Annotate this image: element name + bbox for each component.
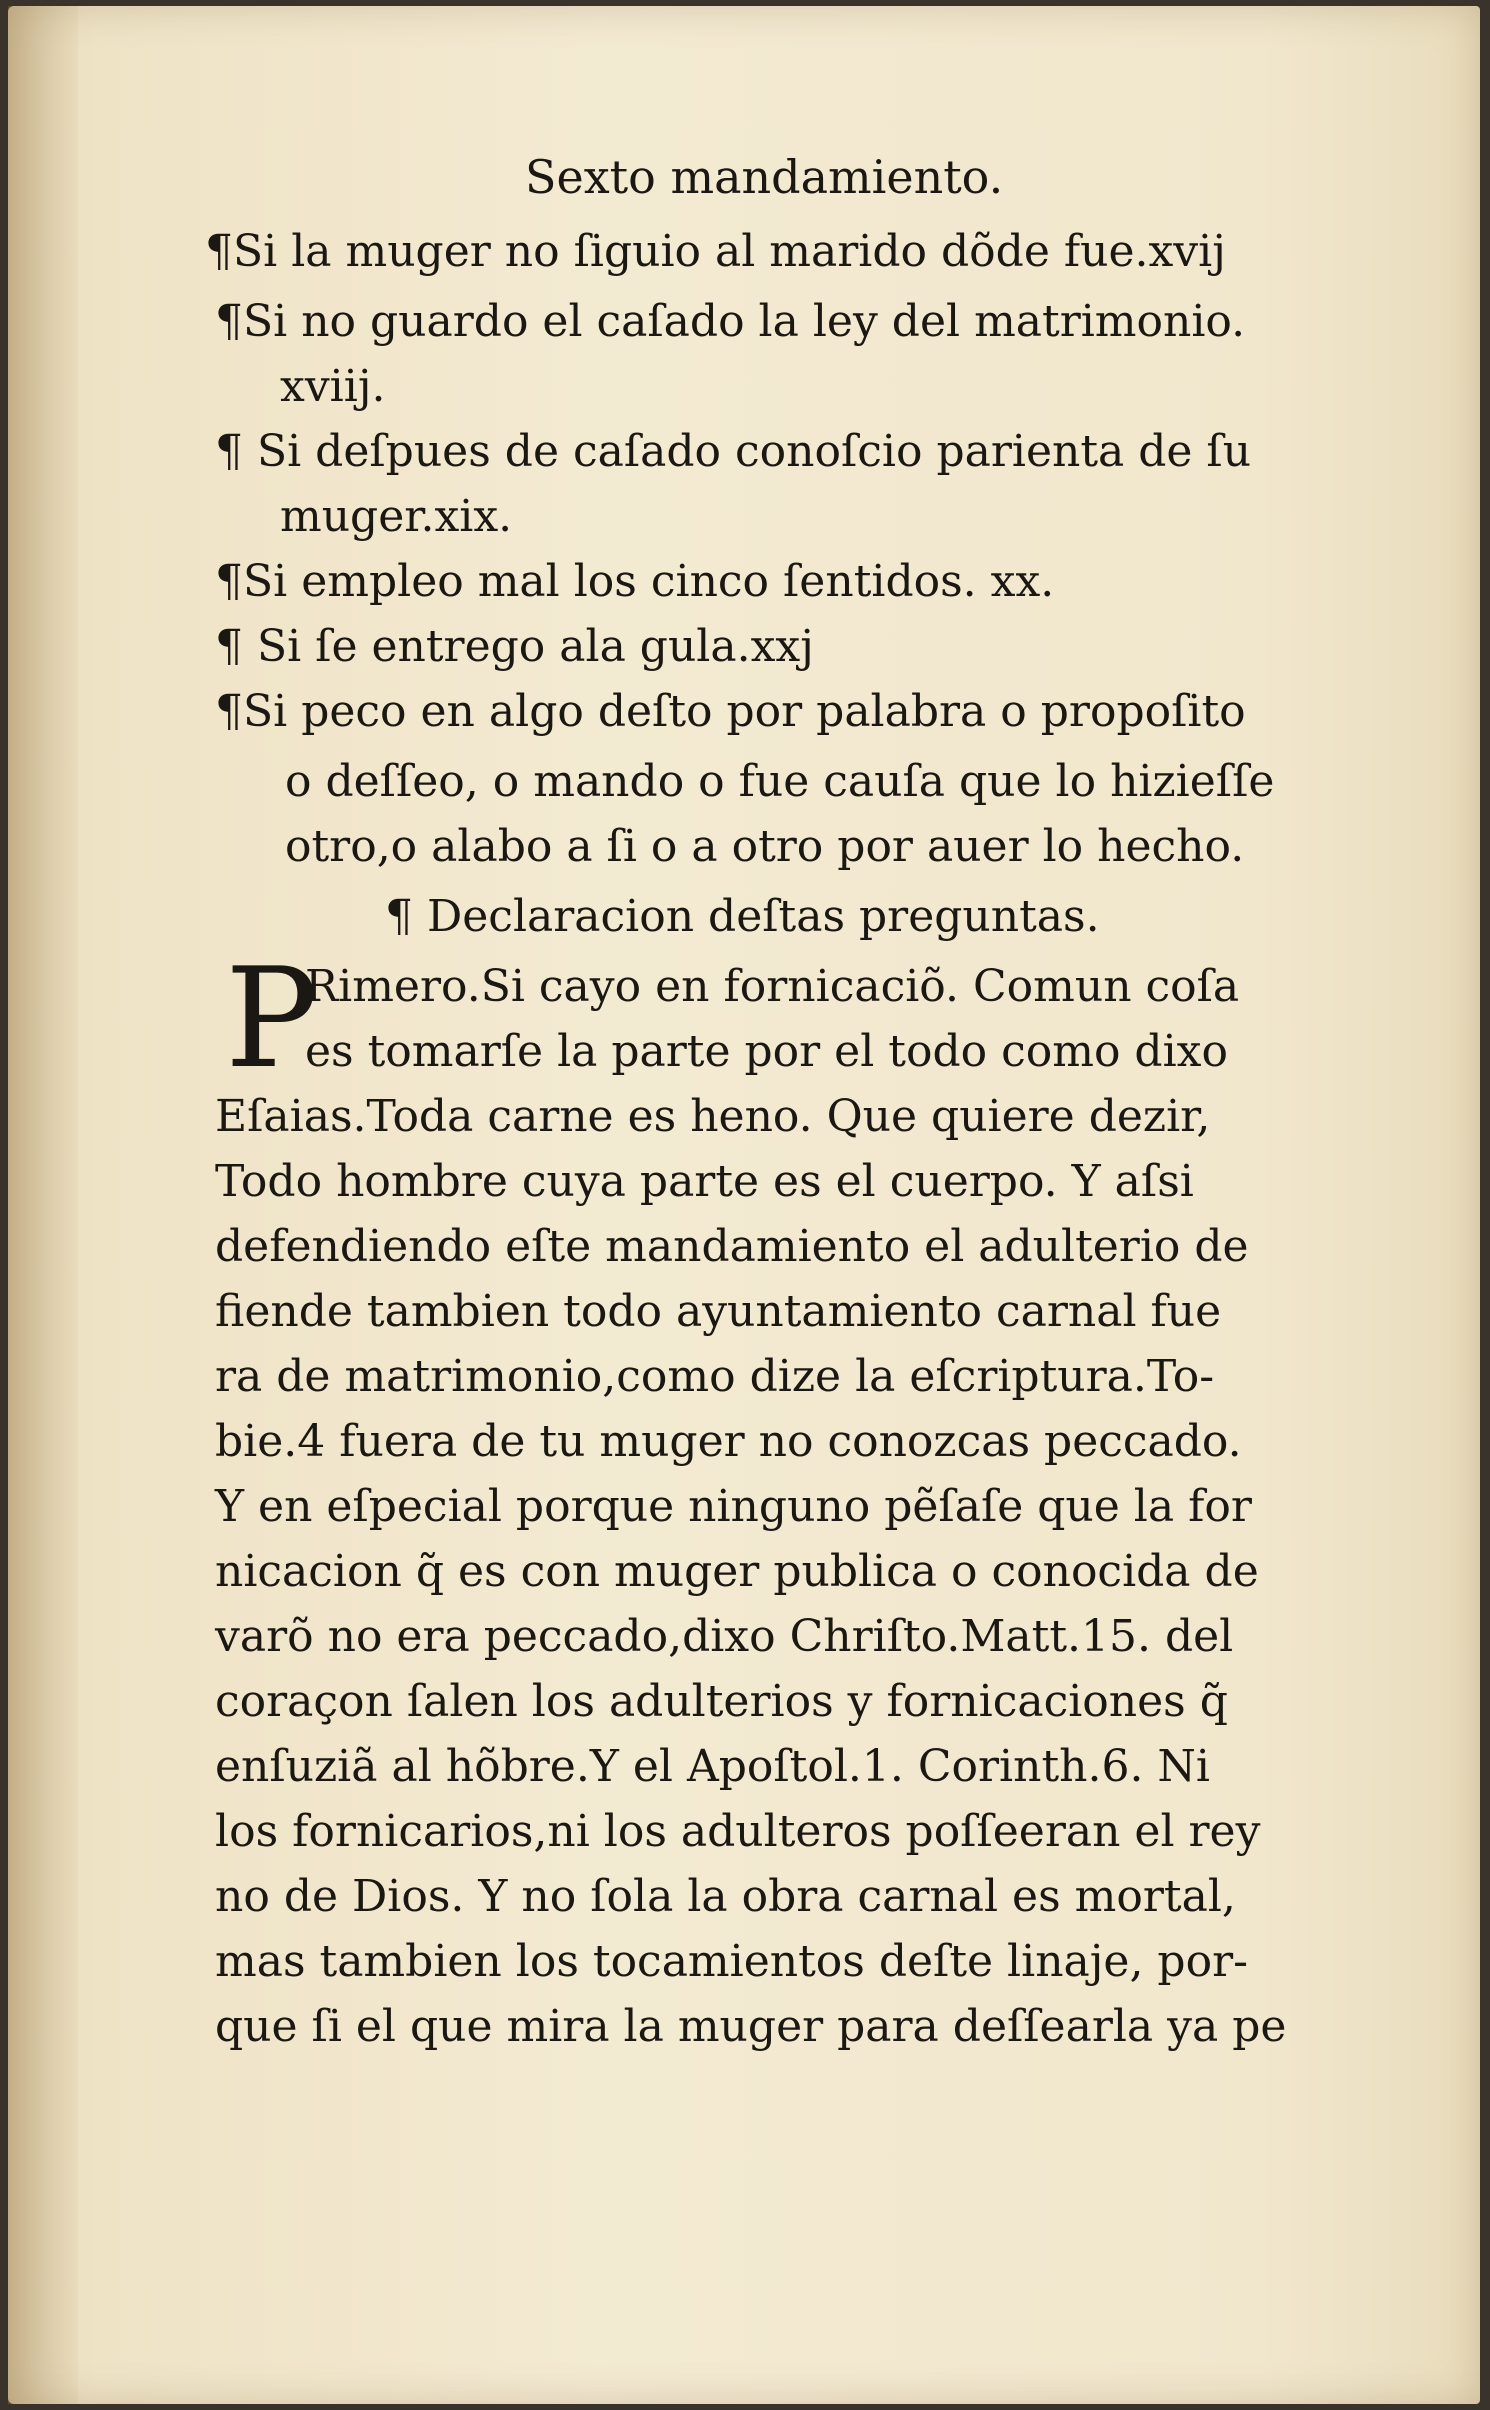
body-line: Rimero.Si cayo en fornicaciõ. Comun coſa: [305, 961, 1240, 1012]
running-header: Sexto mandamiento.: [525, 150, 1004, 204]
body-line: enſuziã al hõbre.Y el Apoſtol.1. Corinth.6. Ni: [215, 1741, 1211, 1792]
question-line: ¶ Si ſe entrego ala gula.xxj: [215, 621, 814, 672]
body-line: ra de matrimonio,como dize la eſcriptura.To-: [215, 1351, 1215, 1402]
question-line: ¶Si no guardo el caſado la ley del matrimonio.: [215, 296, 1246, 347]
body-line: Eſaias.Toda carne es heno. Que quiere dezir,: [215, 1091, 1211, 1142]
body-line: Y en eſpecial porque ninguno pẽſaſe que la for: [215, 1481, 1252, 1532]
body-line: es tomarſe la parte por el todo como dixo: [305, 1026, 1228, 1077]
question-line: o deſſeo, o mando o fue cauſa que lo hizieſſe: [285, 756, 1275, 807]
question-line: ¶ Si deſpues de caſado conoſcio parienta de ſu: [215, 426, 1252, 477]
body-line: que ſi el que mira la muger para deſſearla ya pe: [215, 2001, 1287, 2052]
question-line: ¶Si la muger no ſiguio al marido dõde fue.xvij: [205, 226, 1226, 277]
question-line: muger.xix.: [280, 491, 513, 542]
body-line: fiende tambien todo ayuntamiento carnal fue: [215, 1286, 1222, 1337]
body-line: mas tambien los tocamientos deſte linaje, por-: [215, 1936, 1248, 1987]
body-line: varõ no era peccado,dixo Chriſto.Matt.15. del: [215, 1611, 1234, 1662]
question-line: ¶Si peco en algo deſto por palabra o propoſito: [215, 686, 1246, 737]
body-line: Todo hombre cuya parte es el cuerpo. Y aſsi: [215, 1156, 1194, 1207]
body-line: defendiendo eſte mandamiento el adulterio de: [215, 1221, 1249, 1272]
question-line: xviij.: [280, 361, 386, 412]
body-line: bie.4 fuera de tu muger no conozcas peccado.: [215, 1416, 1242, 1467]
body-line: no de Dios. Y no ſola la obra carnal es mortal,: [215, 1871, 1236, 1922]
question-line: ¶Si empleo mal los cinco ſentidos. xx.: [215, 556, 1055, 607]
drop-cap: P: [225, 938, 318, 1099]
section-heading: ¶ Declaracion deſtas preguntas.: [385, 891, 1100, 942]
question-line: otro,o alabo a ſi o a otro por auer lo hecho.: [285, 821, 1245, 872]
body-line: nicacion q̃ es con muger publica o conocida de: [215, 1546, 1259, 1597]
body-line: coraçon ſalen los adulterios y fornicaciones q̃: [215, 1676, 1228, 1727]
body-line: los fornicarios,ni los adulteros poſſeeran el rey: [215, 1806, 1261, 1857]
